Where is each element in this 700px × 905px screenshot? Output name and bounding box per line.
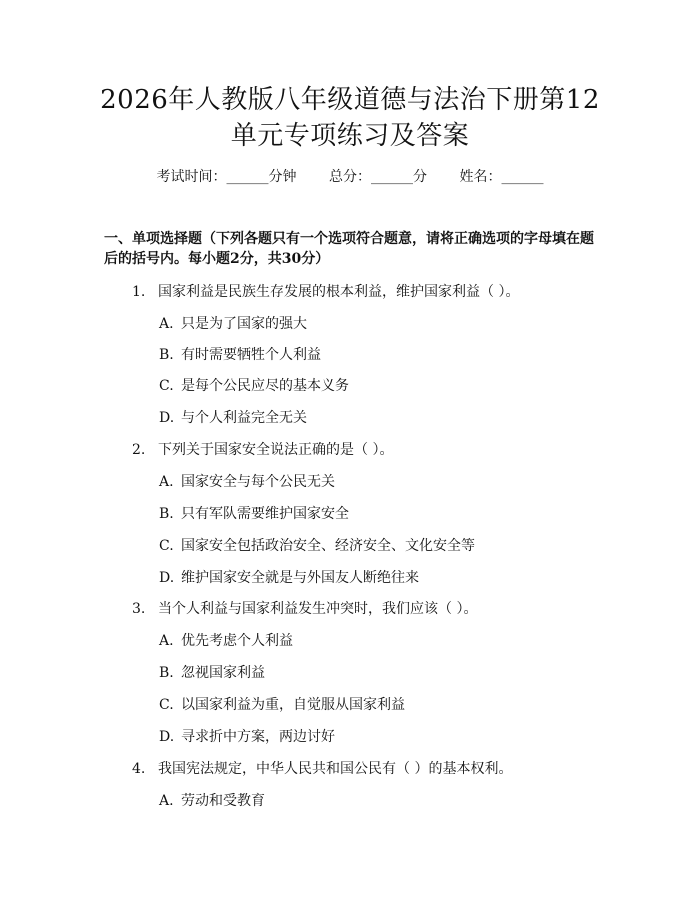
option-letter: A.	[159, 316, 174, 332]
question-1-option-a	[159, 314, 307, 334]
option-letter: D.	[159, 570, 175, 586]
page-title	[80, 82, 620, 154]
question-2-option-a	[159, 472, 335, 492]
question-2-option-c	[159, 536, 475, 556]
option-text: 有时需要牺牲个人利益	[181, 347, 321, 363]
question-3-option-c	[159, 695, 405, 715]
question-3-option-d	[159, 727, 335, 747]
option-text: 只是为了国家的强大	[181, 316, 307, 332]
option-letter: D.	[159, 729, 175, 745]
question-number: 1.	[132, 284, 146, 300]
option-text: 寻求折中方案，两边讨好	[181, 729, 335, 745]
question-3-option-a	[159, 631, 293, 651]
question-number: 4.	[132, 761, 146, 777]
question-2	[132, 440, 393, 460]
option-letter: C.	[159, 697, 174, 713]
question-1-option-d	[159, 408, 307, 428]
question-number: 2.	[132, 442, 146, 458]
section-heading	[104, 229, 604, 269]
total-score-field: 总分：______分	[329, 169, 427, 185]
option-text: 劳动和受教育	[181, 793, 265, 809]
option-text: 是每个公民应尽的基本义务	[181, 378, 349, 394]
option-text: 只有军队需要维护国家安全	[181, 506, 349, 522]
question-text: 下列关于国家安全说法正确的是（ ）。	[158, 442, 394, 458]
option-letter: B.	[159, 665, 174, 681]
option-letter: A.	[159, 633, 174, 649]
option-text: 与个人利益完全无关	[181, 410, 307, 426]
option-text: 以国家利益为重，自觉服从国家利益	[181, 697, 405, 713]
section-heading-line-2: 后的括号内。每小题2分，共30分）	[104, 251, 330, 267]
question-3-option-b	[159, 663, 265, 683]
question-4	[132, 759, 512, 779]
exam-info-row	[0, 167, 700, 187]
title-line-2: 单元专项练习及答案	[230, 121, 470, 151]
question-text: 国家利益是民族生存发展的根本利益，维护国家利益（ ）。	[158, 284, 520, 300]
option-letter: C.	[159, 538, 174, 554]
question-4-option-a	[159, 791, 265, 811]
option-letter: D.	[159, 410, 175, 426]
option-letter: A.	[159, 474, 174, 490]
option-text: 国家安全与每个公民无关	[181, 474, 335, 490]
option-text: 忽视国家利益	[181, 665, 265, 681]
question-1-option-b	[159, 345, 321, 365]
question-3	[132, 599, 477, 619]
option-letter: A.	[159, 793, 174, 809]
student-name-field: 姓名：______	[459, 169, 544, 185]
question-1	[132, 282, 519, 302]
option-text: 优先考虑个人利益	[181, 633, 293, 649]
exam-time-field: 考试时间：______分钟	[156, 169, 297, 185]
question-text: 当个人利益与国家利益发生冲突时，我们应该（ ）。	[158, 601, 478, 617]
question-2-option-b	[159, 504, 349, 524]
question-text: 我国宪法规定，中华人民共和国公民有（ ）的基本权利。	[158, 761, 513, 777]
option-letter: B.	[159, 347, 174, 363]
title-line-1: 2026年人教版八年级道德与法治下册第12	[100, 85, 600, 115]
question-1-option-c	[159, 376, 349, 396]
option-text: 维护国家安全就是与外国友人断绝往来	[181, 570, 419, 586]
option-letter: B.	[159, 506, 174, 522]
question-2-option-d	[159, 568, 419, 588]
option-letter: C.	[159, 378, 174, 394]
option-text: 国家安全包括政治安全、经济安全、文化安全等	[181, 538, 475, 554]
question-number: 3.	[132, 601, 146, 617]
section-heading-line-1: 一、单项选择题（下列各题只有一个选项符合题意，请将正确选项的字母填在题	[104, 231, 594, 247]
